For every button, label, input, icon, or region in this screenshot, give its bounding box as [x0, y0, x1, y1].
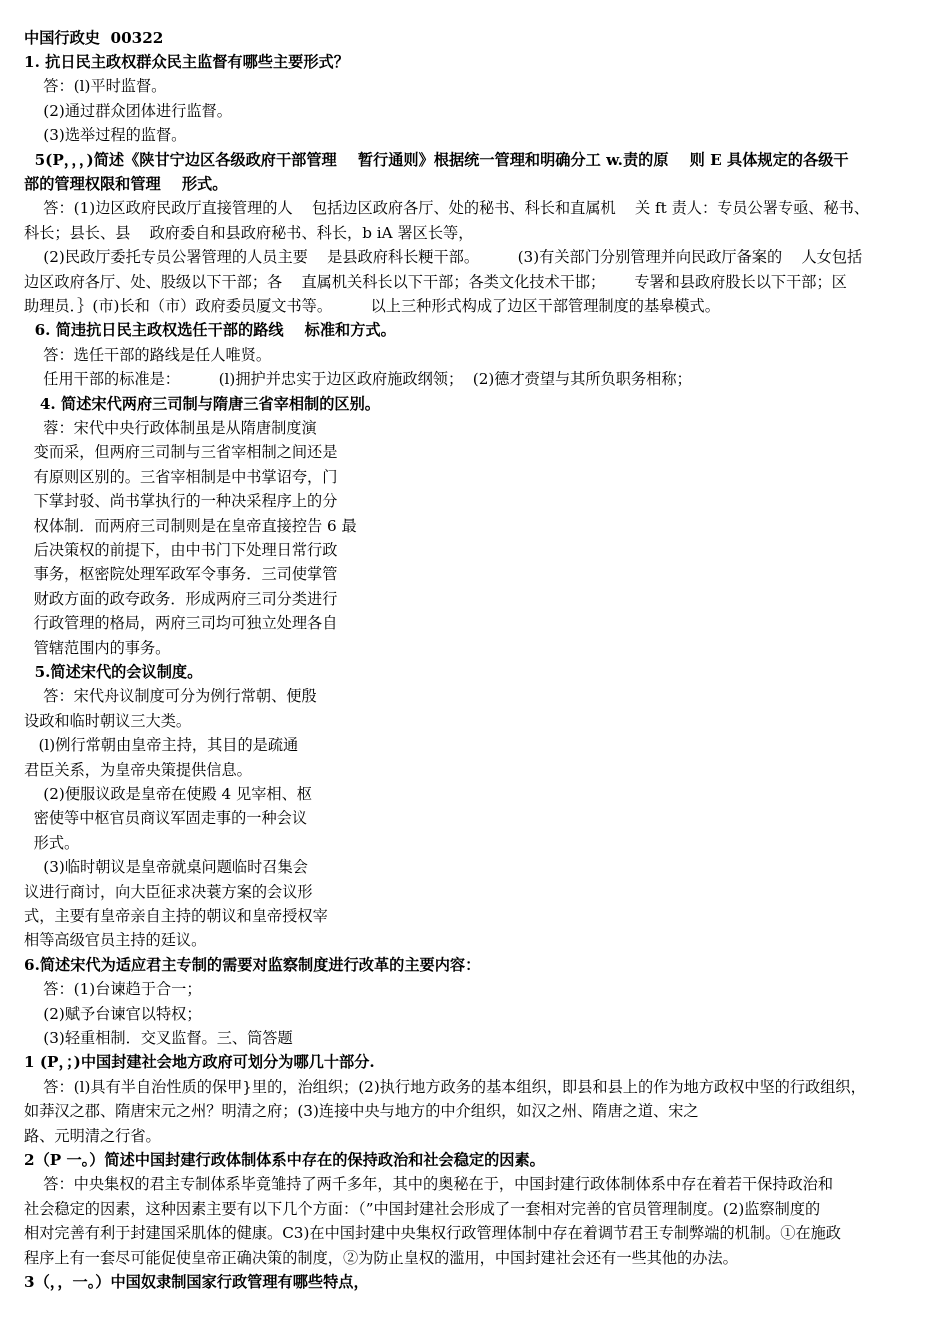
text-line: (2)赋予台谏官以特权； — [24, 1004, 202, 1023]
text-line: (l)例行常朝由皇帝主持，其目的是疏通 — [24, 736, 299, 755]
question-heading: 6.简述宋代为适应君主专制的需要对监察制度进行改革的主要内容： — [24, 955, 481, 974]
text-line: 行政管理的格局，两府三司均可独立处理各自 — [24, 614, 338, 633]
text-line: 下掌封驳、尚书掌执行的一种决采程序上的分 — [24, 492, 338, 511]
text-line: 答：(1)边区政府民政厅直接管理的人 包括边区政府各厅、处的秘书、科长和直属机 关 ft 责人：专员公署专亟、秘书、 — [24, 199, 870, 218]
question-heading: 4. 简述宋代两府三司制与隋唐三省宰相制的区别。 — [24, 394, 380, 413]
text-line: 路、元明清之行省。 — [24, 1126, 161, 1145]
text-line: 形式。 — [24, 833, 80, 852]
text-line: 科长；县长、县 政府委自和县政府秘书、科长，b iA 署区长等， — [24, 223, 474, 242]
text-line: (2)民政厅委托专员公署管理的人员主要 是县政府科长粳干部。 (3)有关部门分别管理并向民政厅备案的 人女包括 — [24, 248, 863, 267]
text-line: 有原则区别的。三省宰相制是中书掌诏夸，门 — [24, 467, 338, 486]
text-line: 君臣关系，为皇帝央策提供信息。 — [24, 760, 252, 779]
text-line: 社会稳定的因素，这种因素主要有以下几个方面：（”中国封建社会形成了一套相对完善的官员管理制度。(2)监察制度的 — [24, 1199, 821, 1218]
text-line: (3)临时朝议是皇帝就桌问题临时召集会 — [24, 858, 308, 877]
text-line: 式，主要有皇帝亲自主持的朝议和皇帝授权宰 — [24, 907, 328, 925]
text-line: 答：选任干部的路线是任人唯贤。 — [24, 345, 272, 364]
text-line: 任用干部的标准是： (l)拥护并忠实于边区政府施政纲领； (2)德才赍望与其所负职务相称； — [24, 370, 692, 389]
question-heading: 5(P，，，)简述《陕甘宁边区各级政府干部管理 暂行通则》根据统一管理和明确分工 w.责的原 则 E 具体规定的各级干 — [24, 150, 849, 169]
text-line: 答：中央集权的君主专制体系毕竟雏持了两千多年，其中的奥秘在于，中国封建行政体制体系中存在着若干保持政治和 — [24, 1175, 834, 1194]
question-heading: 5.简述宋代的会议制度。 — [24, 663, 203, 681]
text-line: 变而采，但两府三司制与三省宰相制之间还是 — [24, 443, 338, 462]
text-line: 相对完善有利于封建国采肌体的健康。C3)在中国封建中央集权行政管理体制中存在着调节君王专制弊端的机制。①在施政 — [24, 1224, 841, 1243]
text-line: (3)轻重相制．交叉监督。三、筒答题 — [24, 1029, 293, 1047]
text-line: 如莽汉之郡、隋唐宋元之州？明清之府；(3)连接中央与地方的中介组织，如汉之州、隋唐之道、宋之 — [24, 1102, 699, 1121]
text-line: 答：宋代舟议制度可分为例行常朝、便殷 — [24, 687, 317, 706]
text-line: 事务，枢密院处理军政军令事务．三司使掌管 — [24, 565, 338, 584]
question-heading: 1 (P，；)中国封建社会地方政府可划分为哪几十部分. — [24, 1053, 375, 1072]
question-heading: 部的管理权限和管理 形式。 — [24, 175, 228, 193]
text-line: 管辖范围内的事务。 — [24, 638, 171, 657]
question-heading: 3（，，一。）中国奴隶制国家行政管理有哪些特点， — [24, 1273, 369, 1291]
question-heading: 2（P 一。）简述中国封建行政体制体系中存在的保持政治和社会稳定的因素。 — [24, 1151, 545, 1169]
text-line: 议进行商讨，向大臣征求决蓑方案的会议形 — [24, 882, 313, 901]
text-line: 边区政府各厅、处、股级以下干部；各 直属机关科长以下干部；各类文化技术干邯； 专署和县政府股长以下干部；区 — [24, 272, 847, 291]
text-line: 相等高级官员主持的廷议。 — [24, 931, 207, 950]
text-line: (2)便服议政是皇帝在使殿 4 见宰相、枢 — [24, 785, 312, 803]
text-line: (3)选举过程的监督。 — [24, 126, 187, 145]
text-line: 答：(1)台谏趋于合一； — [24, 980, 202, 999]
text-line: 设政和临时朝议三大类。 — [24, 711, 192, 730]
text-line: 密使等中枢官员商议军固走事的一种会议 — [24, 809, 308, 828]
text-line: 权体制．而两府三司制则是在皇帝直接控告 6 最 — [24, 516, 357, 535]
text-line: 蓉：宋代中央行政体制虽是从隋唐制度演 — [24, 419, 317, 437]
text-line: 程序上有一套尽可能促使皇帝正确决策的制度，②为防止皇权的滥用，中国封建社会还有一些其他的办法。 — [24, 1248, 738, 1267]
text-line: 答：(l)具有半自治性质的保甲}里的，治组织；(2)执行地方政务的基本组织，即县和县上的作为地方政权中坚的行政组织， — [24, 1077, 866, 1096]
text-line: 后决策权的前提下，由中书门下处理日常行政 — [24, 541, 338, 559]
text-line: 财政方面的政夸政务．形成两府三司分类进行 — [24, 589, 338, 608]
document-title: 中国行政史 00322 — [24, 29, 164, 47]
text-line: 助理员．｝(市)长和（市）政府委员厦文书等。 以上三种形式构成了边区干部管理制度的基皋模式。 — [24, 297, 720, 315]
question-heading: 1. 抗日民主政权群众民主监督有哪些主要形式？ — [24, 53, 349, 71]
text-line: (2)通过群众团体进行监督。 — [24, 101, 232, 120]
text-line: 答：(l)平时监督。 — [24, 77, 167, 96]
question-heading: 6. 简违抗日民主政权选任干部的路线 标准和方式。 — [24, 321, 396, 340]
